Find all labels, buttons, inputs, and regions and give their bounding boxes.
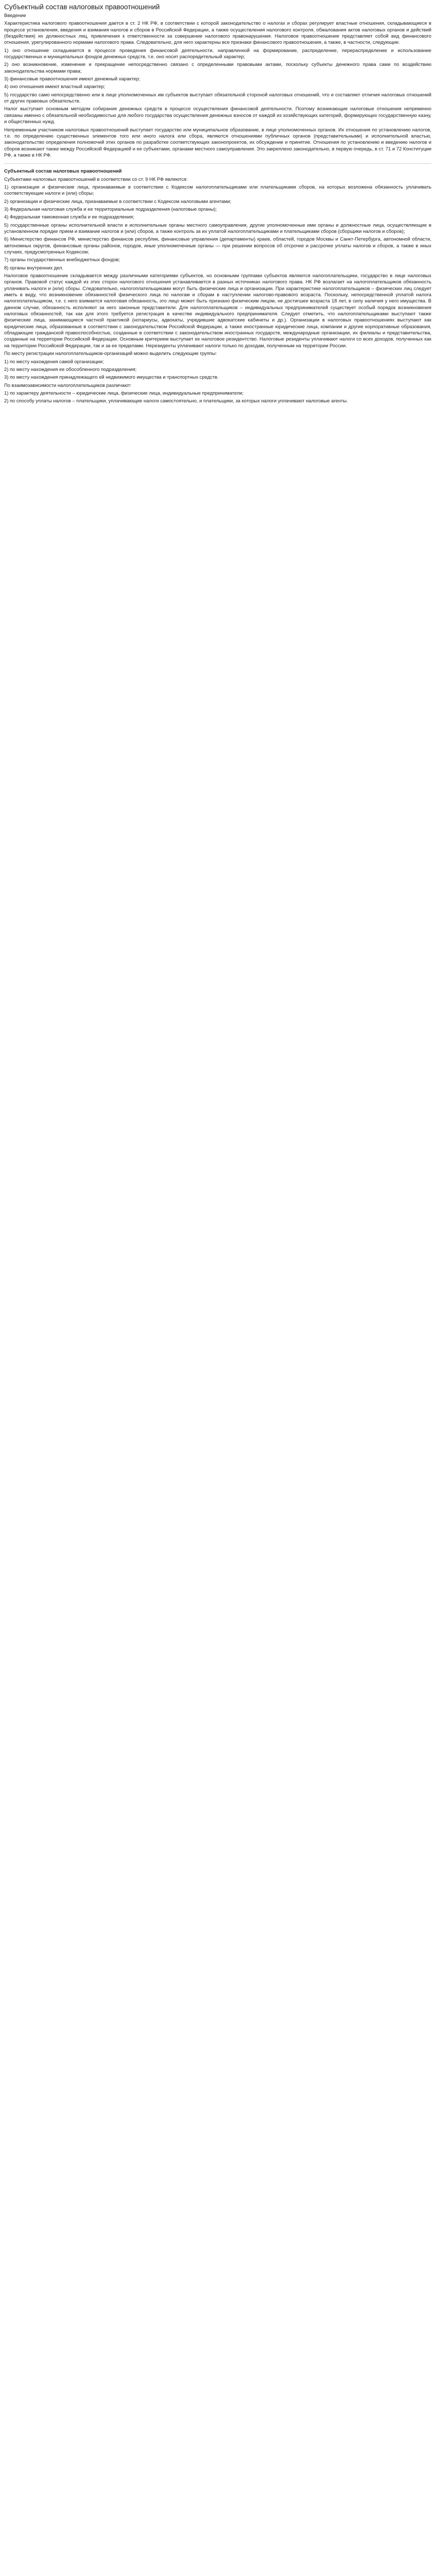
section-paragraph: Налоговое правоотношение складывается между различными категориями субъектов, но основными группами субъектов являются налогоплательщики, государство в лице налоговых органов. Правовой статус каждой из этих сторон налогового отношения устанавливается в разных источниках налогового права. НК РФ возлагает на налогоплательщиков обязанность уплачивать налоги и (или) сборы. Следовательно, налогоплательщиками могут быть физические лица и организации. При характеристике налогоплательщиков – физических лиц следует иметь в виду, что возникновение обязанностей физического лица по налогам и сборам в наступлении налогово-правового возраста. Поскольку, непосредственной уплатой налога налогоплательщиком, т.е. с него взимается налоговая обязанность, это лицо может быть признано физическим лицом, не достигшее возраста 18 лет, в силу наличия у него имущества. В данном случае, обязанность исполняют за него законные представители. Для налогоплательщиков – индивидуальных предпринимателей существует особый порядок возникновения налоговых обязанностей, так как для этого требуется регистрация в качестве индивидуального предпринимателя. Следует отметить, что налогоплательщиками выступают также физические лица, занимающиеся частной практикой (нотариусы, адвокаты, учредившие адвокатские кабинеты и др.). Организации в налоговых правоотношениях выступают как юридические лица, образованные в соответствии с законодательством Российской Федерации, а также иностранные юридические лица, компании и другие корпоративные образования, обладающие гражданской правоспособностью, созданные в соответствии с законодательством иностранных государств, международные организации, их филиалы и представительства, созданные на территории Российской Федерации. Основным критерием выступает их налоговое резидентство. Налоговые резиденты уплачивают налоги со всех доходов, полученных как на территории Российской Федерации, так и за ее пределами. Нерезиденты уплачивают налоги только по доходам, полученным на территории России.: [4, 273, 431, 348]
document: [0, 0, 436, 410]
intro-paragraph: 2) оно возникновение, изменение и прекращение непосредственно связано с определенными правовыми актами, поскольку субъекты денежного права сами по воздействию законодательства нормами права;: [4, 61, 431, 74]
subjects-section: [4, 163, 431, 404]
intro-paragraph: 3) финансовые правоотношения имеют денежный характер;: [4, 76, 141, 82]
intro-paragraph: Непременным участником налоговых правоотношений выступает государство или муниципальное образование, в лице уполномоченных органов. Их отношения по установлению налогов, т.е. по определению существенных элементов того или иного налога или сбора, являются отношениями публичных органов (представительными) и исполнительной властью, законодательство определения полномочий этих органов по разработке соответствующих законопроектов, их обсуждение и принятие. Отношения по установлению и введению налогов и сборов возникают также между Российской Федерацией и ее субъектами, органами местного самоуправления. Это закреплено законодательно, в первую очередь, в ст. 71 и 72 Конституции РФ, а также в НК РФ.: [4, 126, 431, 158]
intro-paragraph: 4) оно отношения имеют властный характер;: [4, 83, 106, 90]
page-title: Субъектный состав налоговых правоотношений: [4, 3, 160, 11]
section-paragraph: 1) организации и физические лица, признаваемые в соответствии с Кодексом налогоплательщиками или плательщиками сборов, на которых возложена обязанность уплачивать соответствующие налоги и (или) сборы;: [4, 183, 431, 196]
intro-heading: Введение: [4, 12, 26, 18]
section-paragraph: 2) организации и физические лица, признаваемые в соответствии с Кодексом налоговыми агентами;: [4, 198, 232, 204]
section-paragraph: 1) по месту нахождения самой организации;: [4, 358, 104, 364]
section-paragraph: 5) государственные органы исполнительной власти и исполнительные органы местного самоуправления, другие уполномоченные ими органы и должностные лица, осуществляющие в установленном порядке прием и взимание налогов и (или) сборов, а также контроль за их уплатой налогоплательщиками и плательщиками сборов (сборщики налогов и сборов);: [4, 222, 431, 234]
intro-section: [4, 3, 431, 158]
section-paragraph: 7) органы государственных внебюджетных фондов;: [4, 257, 120, 263]
intro-paragraph: 1) оно отношение складывается в процессе проведения финансовой деятельности, направленной на формирование, распределение, перераспределение и использование государственных и муниципальных фондов денежных средств, т.е. оно носит распорядительный характер;: [4, 47, 431, 60]
section-paragraph: 6) Министерство финансов РФ, министерство финансов республик, финансовые управления (департаменты) краев, областей, городов Москвы и Санкт-Петербурга, автономной области, автономных округов, финансовые органы районов, городов, иные уполномоченные органы — при решении вопросов об отсрочке и рассрочке уплаты налогов и сборов, а также в иных случаях, предусмотренных Кодексом;: [4, 236, 431, 255]
intro-paragraph: 5) государство само непосредственно или в лице уполномоченных им субъектов выступает обязательной стороной налоговых отношений, что и составляет отличия налоговых отношений от других правовых обязательств.: [4, 91, 431, 104]
section-paragraph: 3) по месту нахождения принадлежащего ей недвижимого имущества и транспортных средств.: [4, 374, 219, 380]
section-paragraph: Субъектами налоговых правоотношений в соответствии со ст. 9 НК РФ являются:: [4, 176, 188, 182]
section-paragraph: По месту регистрации налогоплательщиков-организаций можно выделить следующие группы:: [4, 350, 217, 357]
section-paragraph: 2) по способу уплаты налогов – плательщики, уплачивающие налоги самостоятельно, и плательщики, за которых налоги уплачивают налоговые агенты.: [4, 398, 348, 404]
section-paragraph: 4) Федеральная таможенная служба и ее подразделения;: [4, 214, 134, 220]
section-heading: Субъектный состав налоговых правоотношений: [4, 168, 122, 174]
section-paragraph: 2) по месту нахождения ее обособленного подразделения;: [4, 366, 137, 372]
section-paragraph: 3) Федеральная налоговая служба и ее территориальные подразделения (налоговые органы);: [4, 206, 217, 212]
section-paragraph: 8) органы внутренних дел.: [4, 264, 64, 270]
section-paragraph: 1) по характеру деятельности – юридические лица, физические лица, индивидуальные предприниматели;: [4, 389, 244, 396]
intro-paragraph: Характеристика налогового правоотношения дается в ст. 2 НК РФ, в соответствии с которой законодательство о налогах и сборах регулирует властные отношения, складывающиеся в процессе установления, введения и взимания налогов и сборов в Российской Федерации, а также осуществления налогового контроля, обжалования актов налоговых органов и действий (бездействия) их должностных лиц, привлечения к ответственности за совершение налогового правонарушения. Налоговое правоотношение представляет собой вид финансового отношения, урегулированного нормами налогового права. Следовательно, для него характерны все признаки финансового правоотношения, а также, в частности, следующие.: [4, 20, 431, 45]
intro-paragraph: Налог выступает основным методом собирания денежных средств в процессе осуществления финансовой деятельности. Поэтому возникающие налоговые отношения непременно связаны именно с обязательной необходимостью для любого государства осуществления денежных взносов от каждой из хозяйствующих категорий, формирующих государственную казну, и общественных нужд.: [4, 106, 431, 125]
section-paragraph: По взаимозависимости налогоплательщиков различают:: [4, 382, 132, 388]
